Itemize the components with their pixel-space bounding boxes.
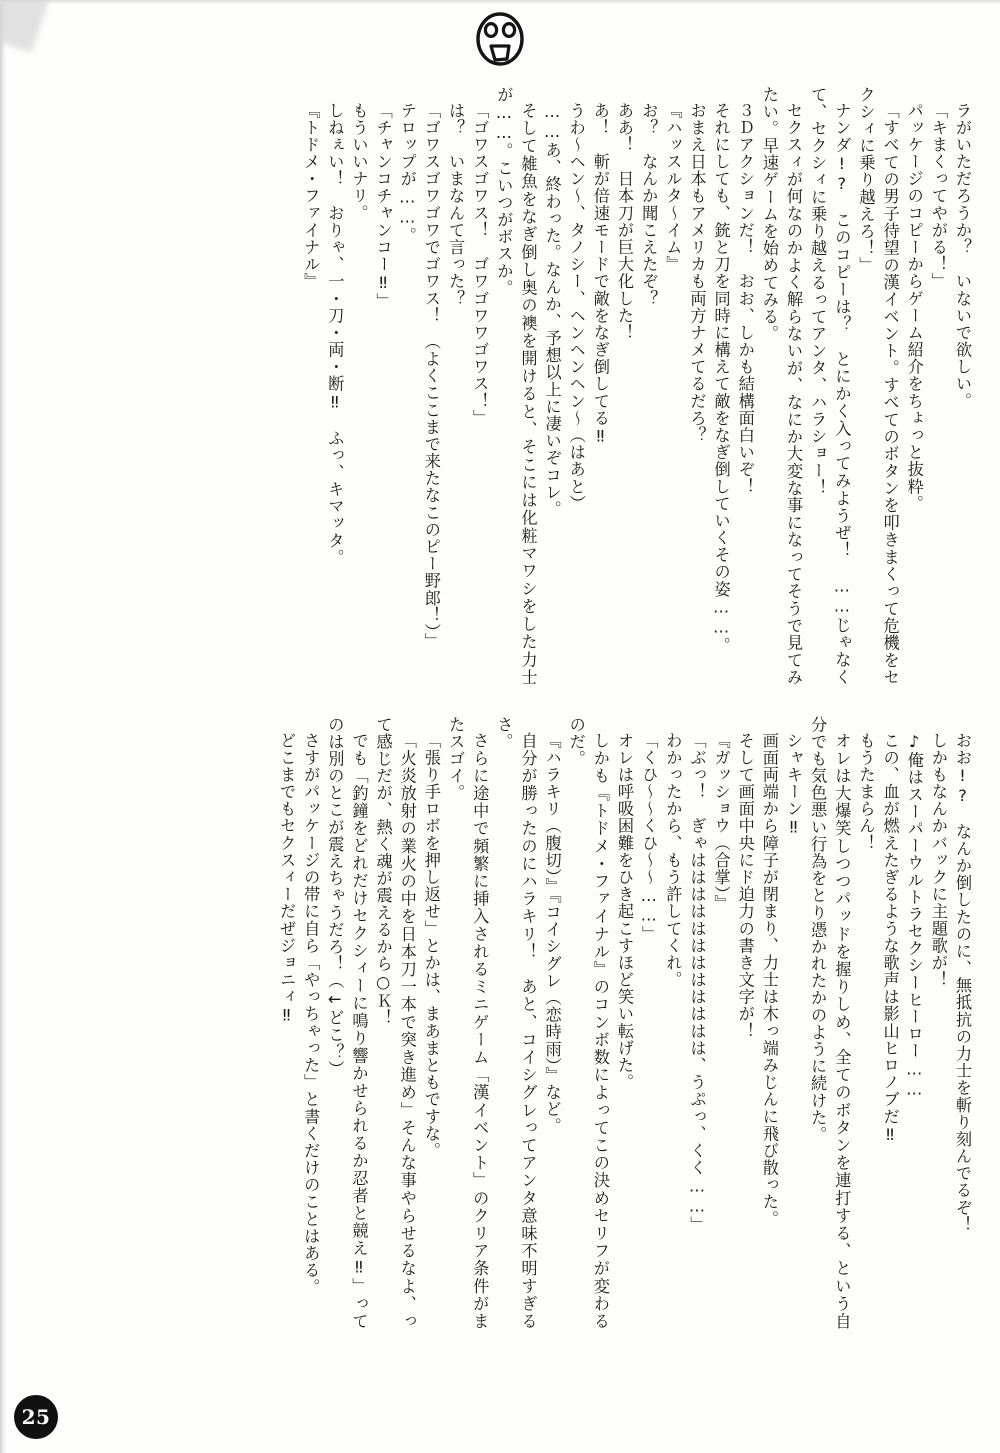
surprised-face-icon [472, 8, 528, 70]
paragraph: もういいナリ。 [349, 102, 369, 222]
paragraph: ３Ｄアクションだ！ おお、しかも結構面白いぞ！ [735, 102, 755, 496]
paragraph: そして画面中央にド迫力の書き文字が！ [735, 732, 755, 1040]
paragraph: セクスィが何なのかよく解らないが、なにか大変な事になってそうで見てみたい。早速ゲームを始めてみる。 [759, 86, 804, 686]
paragraph: それにしても、銃と刀を同時に構えて敵をなぎ倒していくその姿……。 [711, 102, 731, 655]
paragraph: 『ハラキリ（腹切）』『コイシグレ（恋時雨）』など。 [542, 732, 562, 1136]
paragraph: 「ぶっ！ ぎゃはははははははははははは、うぷっ、くく……」 [687, 732, 707, 1234]
paragraph: さらに途中で頻繁に挿入されるミニゲーム「漢イベント」のクリア条件がまたスゴイ。 [446, 716, 490, 1330]
paragraph: 『ハッスルタ〜イム』 [663, 102, 683, 274]
paragraph: 「火炎放射の業火の中を日本刀一本で突き進め」そんな事やらせるなよ、って感じだが、熱く魂が震えるから○Ｋ！ [373, 716, 417, 1330]
paragraph: ♪俺はスーパーウルトラセクシーヒーロー…… [904, 732, 924, 1100]
paragraph: テロップが……。 [397, 102, 417, 245]
text-block-lower [74, 716, 974, 1330]
paragraph: おお!? なんか倒したのに、無抵抗の力士を斬り刻んでるぞ！ [953, 732, 972, 1234]
paragraph: 「張り手ロボを押し返せ」とかは、まあまともですな。 [421, 732, 441, 1160]
paragraph: 「キまくってやがる！」 [928, 102, 948, 291]
scan-edge-artifact-top [0, 0, 1000, 4]
paragraph: は？ いまなんて言った？ [446, 102, 466, 308]
paragraph: オレは呼吸困難をひき起こすほど笑い転げた。 [615, 732, 635, 1092]
scan-edge-artifact [0, 0, 6, 1453]
paragraph: オレは大爆笑しつつパッドを握りしめ、全てのボタンを連打する、という自分でも気色悪い行為をとり憑かれたかのように続けた。 [808, 716, 852, 1330]
paragraph: 画面両端から障子が閉まり、力士は木っ端みじんに飛び散った。 [759, 732, 779, 1228]
paragraph: さすがパッケージの帯に自ら「やっちゃった」と書くだけのことはある。 [301, 732, 321, 1297]
paragraph: 自分が勝ったのにハラキリ！ あと、コイシグレってアンタ意味不明すぎるさ。 [494, 716, 538, 1330]
header-ornament [0, 8, 1000, 74]
paragraph: ナンダ!? このコピーは？ とにかく入ってみようぜ！ ……じゃなくて、セクシィに乗り越えるってアンタ、ハラショー！ [808, 86, 852, 686]
paragraph: でも「釣鐘をどれだけセクシィーに鳴り響かせられるか忍者と競え‼」ってのは別のとこが震えちゃうだろ！（←どこ？） [325, 716, 369, 1330]
paragraph: あ！ 斬が倍速モードで敵をなぎ倒してる‼ [590, 102, 610, 447]
page-number: 25 [14, 1395, 58, 1439]
paragraph: ……あ、終わった。なんか、予想以上に凄いぞコレ。 [542, 102, 562, 518]
paragraph: お？ なんか聞こえたぞ？ [639, 102, 659, 308]
paragraph: 「チャンコチャンコー‼」 [373, 102, 393, 311]
paragraph: パッケージのコピーからゲーム紹介をちょっと抜粋。 [904, 102, 924, 513]
paragraph: しかもなんかバックに主題歌が！ [928, 732, 948, 989]
paragraph: しねぇい！ おりゃ、一・刀・両・断‼ ふっ、キマッタ。 [325, 102, 345, 567]
paragraph: どこまでもセクスィーだぜジョニィ‼ [277, 732, 297, 1026]
paragraph: しかも『トドメ・ファイナル』のコンボ数によってこの決めセリフが変わるのだ。 [566, 716, 610, 1330]
paragraph: うわ〜ヘン〜、タノシー、ヘンヘンヘン〜（はあと） [566, 102, 586, 513]
paragraph: 「ゴワスゴワゴワでゴワス！ （よくここまで来たなこのピー野郎！）」 [421, 102, 441, 650]
paragraph: 「すべての男子待望の漢イベント。すべてのボタンを叩きまくって危機をセクシィに乗り越えろ！」 [856, 86, 900, 686]
paragraph: そして雑魚をなぎ倒し奥の襖を開けると、そこには化粧マワシをした力士が……。こいつがボスか。 [494, 86, 538, 686]
paragraph: ああ！ 日本刀が巨大化した！ [615, 102, 635, 342]
paragraph: もうたまらん！ [856, 732, 876, 852]
paragraph: 『ガッショウ（合掌）』 [711, 732, 731, 913]
paragraph: おまえ日本もアメリカも両方ナメてるだろ？ [687, 102, 707, 445]
paragraph: 『トドメ・ファイナル』 [301, 102, 321, 291]
paragraph: 「くひ〜〜くひ〜〜……」 [639, 732, 659, 943]
paragraph: ラがいただろうか？ いないで欲しい。 [953, 102, 972, 410]
paragraph: シャキーン‼ [784, 732, 804, 838]
paragraph: わかったから、もう許してくれ。 [663, 732, 683, 989]
text-block-upper [74, 86, 974, 686]
paragraph: 「ゴワスゴワス！ ゴワゴワワゴワス！」 [470, 102, 490, 427]
paragraph: この、血が燃えたぎるような歌声は影山ヒロノブだ‼ [880, 732, 900, 1146]
